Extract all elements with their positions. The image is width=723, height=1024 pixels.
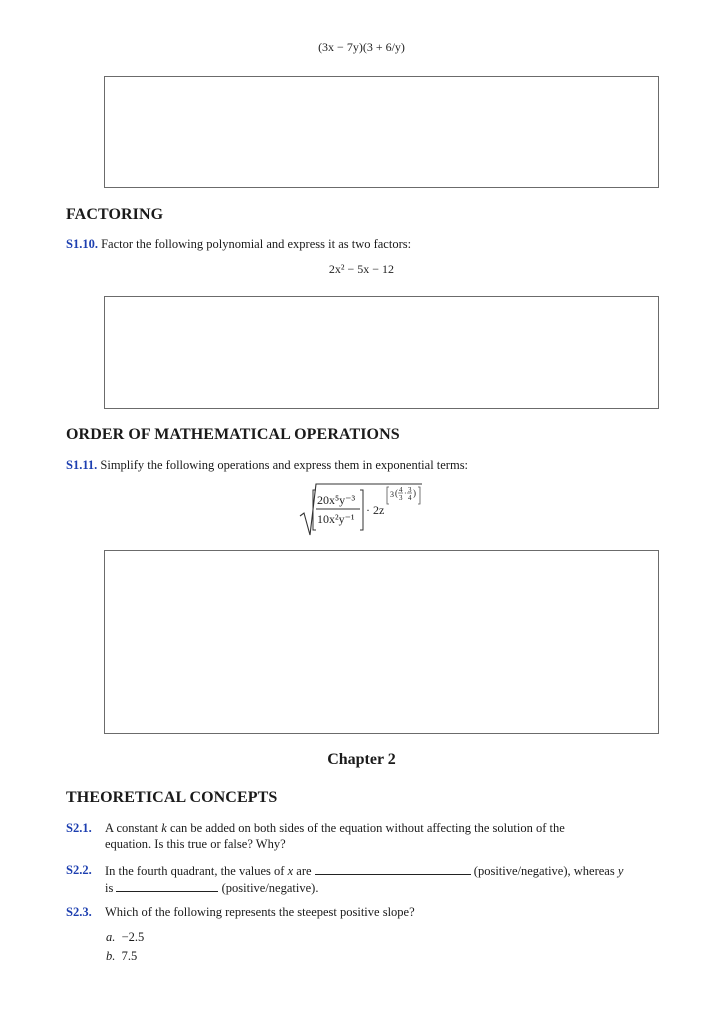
option-b[interactable]	[106, 949, 137, 964]
factoring-heading: FACTORING	[66, 206, 164, 223]
problem-label: S2.2.	[66, 863, 92, 877]
exp-frac2-num: 3	[408, 486, 412, 494]
exp-index: 3	[390, 490, 394, 499]
text-part: is	[105, 881, 114, 895]
text-part: can be added on both sides of the equation without affecting the solution of the	[169, 821, 565, 835]
theory-heading: THEORETICAL CONCEPTS	[66, 789, 278, 806]
problem-text: Which of the following represents the steepest positive slope?	[105, 905, 415, 919]
top-expression: (3x − 7y)(3 + 6/y)	[318, 40, 405, 54]
answer-box-3[interactable]	[104, 550, 659, 734]
exp-right-bracket	[418, 487, 420, 504]
text-part: are	[296, 864, 312, 878]
problem-label: S2.1.	[66, 821, 92, 835]
problem-label: S2.3.	[66, 905, 92, 919]
exp-dot: ·	[404, 489, 407, 498]
option-letter: a.	[106, 930, 116, 944]
variable-x: x	[287, 864, 294, 878]
problem-label: S1.11.	[66, 458, 98, 472]
option-value: −2.5	[121, 930, 145, 944]
text-part: (positive/negative), whereas	[473, 864, 615, 878]
variable-y: y	[617, 864, 624, 878]
problem-text: Simplify the following operations and express them in exponential terms:	[100, 458, 469, 472]
option-value: 7.5	[121, 949, 138, 963]
answer-box-2[interactable]	[104, 296, 659, 409]
exp-frac1-num: 4	[399, 486, 403, 494]
text-part: A constant	[105, 821, 159, 835]
order-ops-heading: ORDER OF MATHEMATICAL OPERATIONS	[66, 426, 400, 443]
exp-left-bracket	[387, 487, 389, 504]
exp-frac2-den: 4	[408, 494, 412, 502]
exponent-formula	[296, 480, 426, 536]
multiplier: · 2z	[366, 503, 385, 517]
text-part: In the fourth quadrant, the values of	[105, 864, 285, 878]
factoring-expression: 2x² − 5x − 12	[328, 262, 395, 276]
problem-text: Factor the following polynomial and express it as two factors:	[101, 237, 412, 251]
fraction-denominator: 10x²y⁻¹	[317, 512, 355, 526]
problem-label: S1.10.	[66, 237, 98, 251]
exp-paren-open: (	[395, 488, 398, 498]
problem-s1-11	[66, 457, 468, 473]
fraction-numerator: 20x⁵y⁻³	[317, 493, 356, 507]
text-part: equation. Is this true or false? Why?	[105, 837, 286, 851]
option-letter: b.	[106, 949, 116, 963]
problem-s1-10	[66, 236, 411, 252]
problem-text	[105, 820, 665, 852]
option-a[interactable]	[106, 930, 144, 945]
problem-text	[105, 862, 665, 896]
right-bracket	[360, 490, 363, 530]
exp-frac1-den: 3	[399, 494, 403, 502]
exp-paren-close: )	[413, 488, 416, 498]
answer-box-1[interactable]	[104, 76, 659, 188]
fill-blank-x[interactable]	[315, 862, 471, 875]
chapter-title: Chapter 2	[327, 751, 396, 768]
variable-k: k	[161, 821, 167, 835]
fill-blank-y[interactable]	[116, 879, 218, 892]
text-part: (positive/negative).	[221, 881, 319, 895]
